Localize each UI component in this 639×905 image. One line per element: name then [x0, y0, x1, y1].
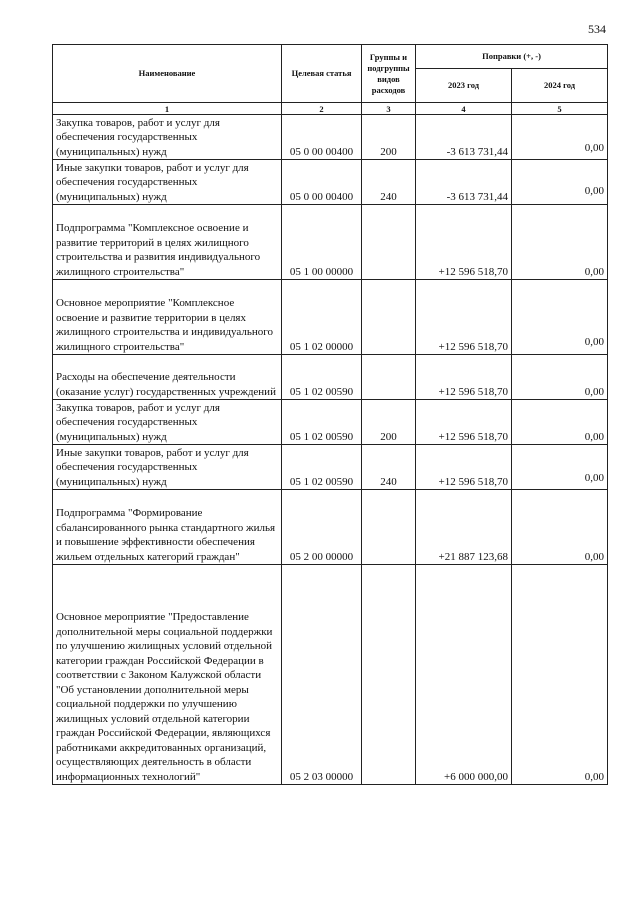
row-target-code: 05 1 00 00000: [282, 205, 362, 280]
row-amount-2024: 0,00: [512, 355, 608, 400]
page-number: 534: [588, 22, 606, 36]
row-amount-2024: 0,00: [512, 400, 608, 445]
table-row: [53, 205, 608, 280]
row-name: Закупка товаров, работ и услуг для обеспечения государственных (муниципальных) нужд: [53, 400, 282, 445]
row-name: Иные закупки товаров, работ и услуг для обеспечения государственных (муниципальных) нужд: [53, 445, 282, 490]
row-target-code: 05 0 00 00400: [282, 115, 362, 160]
row-amount-2023: +6 000 000,00: [416, 565, 512, 785]
table-row: [53, 400, 608, 445]
column-number: 1: [53, 103, 282, 115]
row-amount-2023: +12 596 518,70: [416, 445, 512, 490]
row-name: Подпрограмма "Формирование сбалансированного рынка стандартного жилья и повышение эффективности обеспечения жильем отдельных категорий граждан": [53, 490, 282, 565]
column-number: 4: [416, 103, 512, 115]
row-amount-2023: -3 613 731,44: [416, 160, 512, 205]
table-row: [53, 355, 608, 400]
header-expense-groups: Группы и подгруппы видов расходов: [362, 45, 416, 103]
row-target-code: 05 1 02 00000: [282, 280, 362, 355]
row-expense-group: 240: [362, 160, 416, 205]
row-name: Основное мероприятие "Комплексное освоение и развитие территории в целях жилищного строительства и индивидуального жилищного строительства": [53, 280, 282, 355]
budget-amendments-table: [52, 44, 608, 785]
row-target-code: 05 1 02 00590: [282, 400, 362, 445]
row-target-code: 05 2 00 00000: [282, 490, 362, 565]
row-amount-2024: 0,00: [512, 490, 608, 565]
column-number: 3: [362, 103, 416, 115]
row-amount-2023: -3 613 731,44: [416, 115, 512, 160]
row-amount-2023: +21 887 123,68: [416, 490, 512, 565]
row-amount-2024: 0,00: [512, 565, 608, 785]
table-row: [53, 445, 608, 490]
row-amount-2023: +12 596 518,70: [416, 280, 512, 355]
row-amount-2023: +12 596 518,70: [416, 205, 512, 280]
row-expense-group: 240: [362, 445, 416, 490]
row-target-code: 05 2 03 00000: [282, 565, 362, 785]
column-number: 5: [512, 103, 608, 115]
header-year-2024: 2024 год: [512, 69, 608, 103]
row-expense-group: 200: [362, 400, 416, 445]
header-year-2023: 2023 год: [416, 69, 512, 103]
row-name: Основное мероприятие "Предоставление дополнительной меры социальной поддержки по улучшению жилищных условий отдельной категории граждан Российской Федерации в соответствии с Законом Калужской области "Об установлении дополнительной меры социальной поддержки по улучшению жилищных условий отдельной категории граждан Российской Федерации, являющихся работниками аккредитованных организаций, осуществляющих деятельность в области информационных технологий": [53, 565, 282, 785]
row-amount-2023: +12 596 518,70: [416, 400, 512, 445]
row-expense-group: [362, 565, 416, 785]
row-name: Подпрограмма "Комплексное освоение и развитие территорий в целях жилищного строительства и развития индивидуального жилищного строительства": [53, 205, 282, 280]
row-target-code: 05 1 02 00590: [282, 445, 362, 490]
row-target-code: 05 1 02 00590: [282, 355, 362, 400]
row-name: Закупка товаров, работ и услуг для обеспечения государственных (муниципальных) нужд: [53, 115, 282, 160]
row-amount-2024: 0,00: [512, 445, 608, 490]
row-expense-group: [362, 205, 416, 280]
row-expense-group: [362, 490, 416, 565]
row-amount-2024: 0,00: [512, 160, 608, 205]
row-expense-group: [362, 280, 416, 355]
header-target-article: Целевая статья: [282, 45, 362, 103]
header-amendments: Поправки (+, -): [416, 45, 608, 69]
table-row: [53, 565, 608, 785]
row-expense-group: 200: [362, 115, 416, 160]
column-number: 2: [282, 103, 362, 115]
table-row: [53, 490, 608, 565]
header-name: Наименование: [53, 45, 282, 103]
row-amount-2024: 0,00: [512, 115, 608, 160]
row-amount-2024: 0,00: [512, 205, 608, 280]
row-name: Иные закупки товаров, работ и услуг для обеспечения государственных (муниципальных) нужд: [53, 160, 282, 205]
row-expense-group: [362, 355, 416, 400]
row-target-code: 05 0 00 00400: [282, 160, 362, 205]
table-row: [53, 115, 608, 160]
table-row: [53, 280, 608, 355]
row-amount-2024: 0,00: [512, 280, 608, 355]
table-row: [53, 160, 608, 205]
row-name: Расходы на обеспечение деятельности (оказание услуг) государственных учреждений: [53, 355, 282, 400]
row-amount-2023: +12 596 518,70: [416, 355, 512, 400]
